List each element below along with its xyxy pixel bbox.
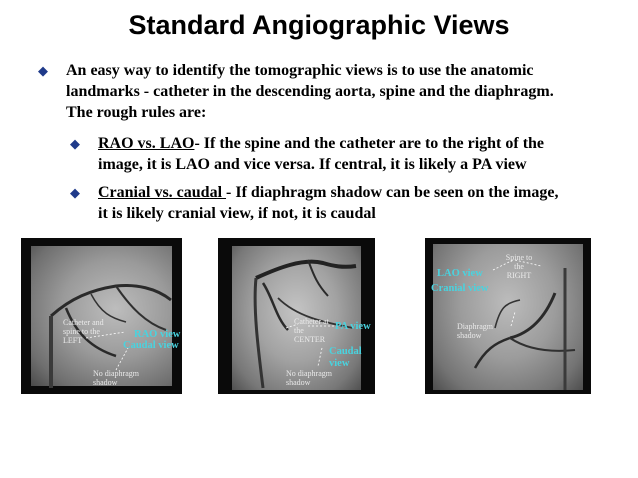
cranial-view-label: Cranial view <box>431 283 489 294</box>
spine-note: Spine to the RIGHT <box>505 253 533 280</box>
text-line: landmarks - catheter in the descending aorta, spine and the diaphragm. <box>66 83 554 100</box>
cranial-caudal-bullet-text <box>98 182 558 224</box>
text-line: it is likely cranial view, if not, it is caudal <box>98 205 376 222</box>
diaphragm-note: No diaphragm shadow <box>286 369 332 387</box>
catheter-note: Catheter at the CENTER <box>294 317 329 344</box>
diamond-bullet-icon: ◆ <box>38 63 48 78</box>
angiogram-lao-cranial <box>425 238 591 394</box>
caudal-view-label: Caudal view <box>123 340 179 351</box>
angiogram-pa-caudal <box>218 238 375 394</box>
caudal-view-label: Caudal view <box>329 346 362 369</box>
rao-lao-line1: - If the spine and the catheter are to the right of the <box>194 135 545 152</box>
angiogram-rao-caudal <box>21 238 182 394</box>
slide-title: Standard Angiographic Views <box>128 10 510 40</box>
cranial-caudal-line1: - If diaphragm shadow can be seen on the image, <box>226 184 559 201</box>
text-line: image, it is LAO and vice versa. If central, it is likely a PA view <box>98 156 527 173</box>
lao-view-label: LAO view <box>437 268 483 279</box>
diaphragm-note: No diaphragm shadow <box>93 369 139 387</box>
pa-view-label: PA view <box>335 321 371 332</box>
diamond-bullet-icon: ◆ <box>70 185 80 200</box>
text-line: An easy way to identify the tomographic views is to use the anatomic <box>66 62 534 79</box>
diamond-bullet-icon: ◆ <box>70 136 80 151</box>
text-line: The rough rules are: <box>66 104 207 121</box>
cranial-caudal-term: Cranial vs. caudal <box>98 184 227 201</box>
main-bullet-text <box>66 60 554 123</box>
rao-lao-bullet-text <box>98 133 544 175</box>
text-line <box>98 133 544 154</box>
catheter-note: Catheter and spine to the LEFT <box>63 318 104 345</box>
rao-lao-term: RAO vs. LAO <box>98 135 195 152</box>
rao-view-label: RAO view <box>134 329 181 340</box>
text-line <box>98 182 558 203</box>
diaphragm-note: Diaphragm shadow <box>457 322 493 340</box>
